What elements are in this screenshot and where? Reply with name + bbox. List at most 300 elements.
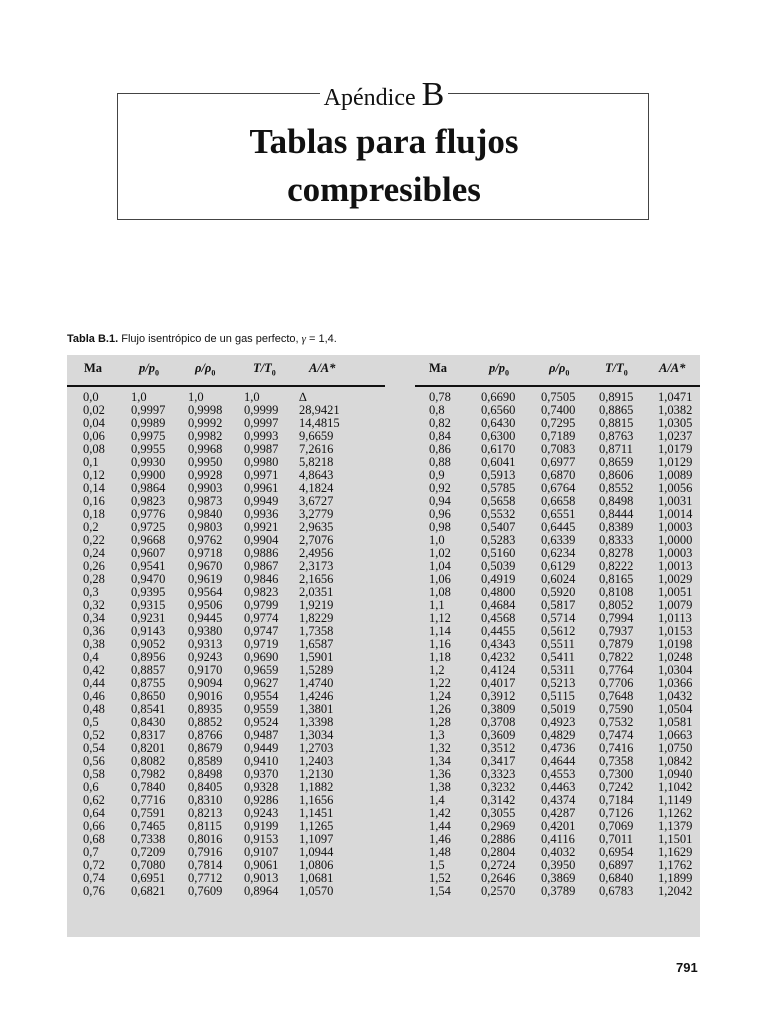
table-cell: 0,9199 xyxy=(244,819,279,833)
table-cell: 0,8 xyxy=(429,403,445,417)
table-cell: 0,7338 xyxy=(131,832,166,846)
table-cell: 0,9987 xyxy=(244,442,279,456)
table-cell: 0,9487 xyxy=(244,728,279,742)
table-cell: 0,3142 xyxy=(481,793,516,807)
table-cell: 0,88 xyxy=(429,455,451,469)
table-cell: 0,9997 xyxy=(131,403,166,417)
table-cell: 1,02 xyxy=(429,546,451,560)
table-cell: 0,9506 xyxy=(188,598,223,612)
table-cell: 0,9380 xyxy=(188,624,223,638)
table-cell: 1,0581 xyxy=(658,715,693,729)
table-cell: 1,5901 xyxy=(299,650,334,664)
table-cell: 0,6170 xyxy=(481,442,516,456)
table-cell: 0,3323 xyxy=(481,767,516,781)
table-cell: 0,4343 xyxy=(481,637,516,651)
table-cell: 0,5658 xyxy=(481,494,516,508)
table-cell: 1,1262 xyxy=(658,806,693,820)
table-cell: 1,52 xyxy=(429,871,451,885)
table-cell: 0,7189 xyxy=(541,429,576,443)
table-cell: 0,6 xyxy=(83,780,99,794)
table-cell: 1,2703 xyxy=(299,741,334,755)
table-cell: 0,48 xyxy=(83,702,105,716)
table-cell: 1,0014 xyxy=(658,507,693,521)
table-cell: 0,1 xyxy=(83,455,99,469)
table-cell: 0,6897 xyxy=(599,858,634,872)
table-cell: 0,8865 xyxy=(599,403,634,417)
table-cell: 1,8229 xyxy=(299,611,334,625)
table-cell: 1,0113 xyxy=(658,611,692,625)
table-cell: 0,4374 xyxy=(541,793,576,807)
table-cell: 0,9286 xyxy=(244,793,279,807)
table-cell: 1,4740 xyxy=(299,676,334,690)
caption-text: Flujo isentrópico de un gas perfecto, xyxy=(121,333,299,345)
table-cell: 0,36 xyxy=(83,624,105,638)
table-cell: 0,16 xyxy=(83,494,105,508)
table-cell: 0,7712 xyxy=(188,871,223,885)
table-cell: 0,4553 xyxy=(541,767,576,781)
table-cell: 0,7358 xyxy=(599,754,634,768)
table-cell: 0,9231 xyxy=(131,611,166,625)
table-cell: 1,0000 xyxy=(658,533,693,547)
table-cell: 0,9992 xyxy=(188,416,223,430)
table-cell: 0,9950 xyxy=(188,455,223,469)
table-cell: 0,04 xyxy=(83,416,105,430)
table-cell: 0,86 xyxy=(429,442,451,456)
table-cell: 2,3173 xyxy=(299,559,334,573)
table-cell: 1,5289 xyxy=(299,663,334,677)
table-cell: 0,8679 xyxy=(188,741,223,755)
table-cell: 0,9449 xyxy=(244,741,279,755)
table-cell: 0,8430 xyxy=(131,715,166,729)
table-cell: 1,2042 xyxy=(658,884,693,898)
table-cell: 1,3 xyxy=(429,728,445,742)
header-rule-right xyxy=(415,385,700,387)
table-cell: 0,7069 xyxy=(599,819,634,833)
table-cell: 0,6041 xyxy=(481,455,516,469)
table-cell: 0,9143 xyxy=(131,624,166,638)
table-cell: 0,8052 xyxy=(599,598,634,612)
table-cell: 0,06 xyxy=(83,429,105,443)
table-cell: 0,9949 xyxy=(244,494,279,508)
table-cell: 0,9313 xyxy=(188,637,223,651)
table-cell: 0,9153 xyxy=(244,832,279,846)
table-cell: 0,4684 xyxy=(481,598,516,612)
table-cell: 0,8815 xyxy=(599,416,634,430)
table-cell: 0,6129 xyxy=(541,559,576,573)
table-cell: ∆ xyxy=(299,390,307,404)
table-cell: 1,0504 xyxy=(658,702,693,716)
table-cell: 7,2616 xyxy=(299,442,334,456)
table-cell: 0,6300 xyxy=(481,429,516,443)
table-cell: 0,8852 xyxy=(188,715,223,729)
table-cell: 0,7814 xyxy=(188,858,223,872)
table-cell: 0,26 xyxy=(83,559,105,573)
column-rho-left xyxy=(188,391,222,898)
table-cell: 1,0304 xyxy=(658,663,693,677)
table-cell: 0,66 xyxy=(83,819,105,833)
table-cell: 1,0179 xyxy=(658,442,693,456)
table-cell: 0,32 xyxy=(83,598,105,612)
table-cell: 0,4201 xyxy=(541,819,576,833)
table-cell: 0,9961 xyxy=(244,481,279,495)
table-cell: 0,38 xyxy=(83,637,105,651)
column-ma-left xyxy=(83,391,105,898)
table-cell: 0,64 xyxy=(83,806,105,820)
column-t-left xyxy=(244,391,278,898)
table-cell: 0,7184 xyxy=(599,793,634,807)
table-caption xyxy=(67,333,337,345)
table-cell: 0,8498 xyxy=(188,767,223,781)
page-title xyxy=(0,118,768,214)
table-cell: 0,72 xyxy=(83,858,105,872)
table-cell: 0,44 xyxy=(83,676,105,690)
table-cell: 0,6870 xyxy=(541,468,576,482)
table-cell: 0,4463 xyxy=(541,780,576,794)
table-cell: 1,0806 xyxy=(299,858,334,872)
table-cell: 0,5920 xyxy=(541,585,576,599)
table-cell: 1,4246 xyxy=(299,689,334,703)
table-cell: 1,44 xyxy=(429,819,451,833)
table-cell: 0,5311 xyxy=(541,663,575,677)
column-rho-right xyxy=(541,391,575,898)
table-cell: 0,12 xyxy=(83,468,105,482)
table-cell: 0,5115 xyxy=(541,689,575,703)
table-cell: 0,9928 xyxy=(188,468,223,482)
table-cell: 0,7209 xyxy=(131,845,166,859)
table-cell: 0,9774 xyxy=(244,611,279,625)
table-cell: 0,8165 xyxy=(599,572,634,586)
table-cell: 4,1824 xyxy=(299,481,334,495)
table-cell: 1,0432 xyxy=(658,689,693,703)
table-cell: 0,2724 xyxy=(481,858,516,872)
table-cell: 0,7716 xyxy=(131,793,166,807)
table-cell: 0,9998 xyxy=(188,403,223,417)
table-cell: 0,6821 xyxy=(131,884,166,898)
table-cell: 0,7011 xyxy=(599,832,633,846)
table-cell: 0,46 xyxy=(83,689,105,703)
table-cell: 0,82 xyxy=(429,416,451,430)
table-cell: 1,0 xyxy=(244,390,260,404)
table-cell: 0,7474 xyxy=(599,728,634,742)
table-cell: 0,9747 xyxy=(244,624,279,638)
table-cell: 0,9886 xyxy=(244,546,279,560)
table-cell: 0,5612 xyxy=(541,624,576,638)
table-cell: 0,9370 xyxy=(244,767,279,781)
column-p-right xyxy=(481,391,515,898)
table-cell: 0,4232 xyxy=(481,650,516,664)
table-cell: 0,9867 xyxy=(244,559,279,573)
table-cell: 0,8498 xyxy=(599,494,634,508)
table-cell: 0,9846 xyxy=(244,572,279,586)
table-cell: 0,5019 xyxy=(541,702,576,716)
table-cell: 0,9328 xyxy=(244,780,279,794)
table-cell: 1,0471 xyxy=(658,390,693,404)
table-cell: 0,7937 xyxy=(599,624,634,638)
table-cell: 0,4829 xyxy=(541,728,576,742)
table-cell: 1,1042 xyxy=(658,780,693,794)
table-cell: 0,9873 xyxy=(188,494,223,508)
table-cell: 1,08 xyxy=(429,585,451,599)
table-cell: 0,8310 xyxy=(188,793,223,807)
table-cell: 1,0237 xyxy=(658,429,693,443)
table-cell: 0,8552 xyxy=(599,481,634,495)
table-cell: 1,26 xyxy=(429,702,451,716)
table-cell: 0,9993 xyxy=(244,429,279,443)
table-cell: 1,0029 xyxy=(658,572,693,586)
column-ma-right xyxy=(429,391,451,898)
table-cell: 0,9900 xyxy=(131,468,166,482)
table-cell: 0,76 xyxy=(83,884,105,898)
table-cell: 1,1656 xyxy=(299,793,334,807)
table-cell: 1,0305 xyxy=(658,416,693,430)
table-cell: 0,8405 xyxy=(188,780,223,794)
table-cell: 1,0570 xyxy=(299,884,334,898)
table-cell: 9,6659 xyxy=(299,429,334,443)
header-p-right: $p/p_0$ xyxy=(489,361,509,378)
table-cell: 0,9470 xyxy=(131,572,166,586)
table-cell: 0,9799 xyxy=(244,598,279,612)
table-cell: 0,7465 xyxy=(131,819,166,833)
table-cell: 1,36 xyxy=(429,767,451,781)
table-cell: 0,9559 xyxy=(244,702,279,716)
table-cell: 2,0351 xyxy=(299,585,334,599)
table-cell: 0,8857 xyxy=(131,663,166,677)
table-cell: 1,0089 xyxy=(658,468,693,482)
table-cell: 0,8711 xyxy=(599,442,633,456)
table-cell: 1,2403 xyxy=(299,754,334,768)
table-cell: 0,9840 xyxy=(188,507,223,521)
table-cell: 0,7840 xyxy=(131,780,166,794)
table-cell: 0,9719 xyxy=(244,637,279,651)
table-cell: 2,9635 xyxy=(299,520,334,534)
table-cell: 5,8218 xyxy=(299,455,334,469)
table-cell: 0,0 xyxy=(83,390,99,404)
table-cell: 0,3950 xyxy=(541,858,576,872)
table-cell: 2,7076 xyxy=(299,533,334,547)
table-cell: 1,12 xyxy=(429,611,451,625)
table-cell: 0,9243 xyxy=(188,650,223,664)
table-cell: 0,9762 xyxy=(188,533,223,547)
caption-gamma-symbol: γ xyxy=(301,333,306,345)
table-cell: 1,0056 xyxy=(658,481,693,495)
header-ma-left: Ma xyxy=(84,361,103,375)
table-cell: 1,06 xyxy=(429,572,451,586)
table-cell: 0,3789 xyxy=(541,884,576,898)
column-t-right xyxy=(599,391,633,898)
table-cell: 0,4919 xyxy=(481,572,516,586)
table-cell: 0,3055 xyxy=(481,806,516,820)
table-cell: 0,7591 xyxy=(131,806,166,820)
table-cell: 0,9243 xyxy=(244,806,279,820)
table-cell: 0,8755 xyxy=(131,676,166,690)
table-cell: 0,7916 xyxy=(188,845,223,859)
table-cell: 0,7242 xyxy=(599,780,634,794)
table-cell: 0,8317 xyxy=(131,728,166,742)
table-cell: 0,5160 xyxy=(481,546,516,560)
table-cell: 0,7083 xyxy=(541,442,576,456)
title-line-1: Tablas para flujos xyxy=(249,122,519,161)
table-cell: 1,38 xyxy=(429,780,451,794)
table-cell: 0,8389 xyxy=(599,520,634,534)
table-cell: 1,0 xyxy=(131,390,147,404)
appendix-heading xyxy=(0,76,768,114)
table-cell: 0,8956 xyxy=(131,650,166,664)
table-cell: 0,7532 xyxy=(599,715,634,729)
table-cell: 0,9395 xyxy=(131,585,166,599)
caption-label: Tabla B.1. xyxy=(67,333,119,345)
table-cell: 0,6658 xyxy=(541,494,576,508)
header-t-right: $T/T_0$ xyxy=(605,361,628,378)
table-cell: 0,7 xyxy=(83,845,99,859)
table-cell: 0,9980 xyxy=(244,455,279,469)
table-cell: 1,0 xyxy=(188,390,204,404)
table-cell: 0,8444 xyxy=(599,507,634,521)
table-cell: 1,14 xyxy=(429,624,451,638)
table-cell: 0,9564 xyxy=(188,585,223,599)
table-cell: 0,98 xyxy=(429,520,451,534)
table-cell: 0,8650 xyxy=(131,689,166,703)
table-cell: 0,4455 xyxy=(481,624,516,638)
table-cell: 1,1149 xyxy=(658,793,692,807)
table-cell: 0,7648 xyxy=(599,689,634,703)
table-cell: 0,5 xyxy=(83,715,99,729)
table-cell: 0,4017 xyxy=(481,676,516,690)
table-cell: 0,9554 xyxy=(244,689,279,703)
table-cell: 0,4 xyxy=(83,650,99,664)
table-cell: 0,9823 xyxy=(131,494,166,508)
table-cell: 1,0842 xyxy=(658,754,693,768)
header-rho-right: $\rho/\rho_0$ xyxy=(549,361,570,378)
table-cell: 0,2804 xyxy=(481,845,516,859)
table-cell: 0,9670 xyxy=(188,559,223,573)
table-cell: 0,74 xyxy=(83,871,105,885)
table-cell: 0,4032 xyxy=(541,845,576,859)
table-cell: 1,48 xyxy=(429,845,451,859)
table-cell: 0,8964 xyxy=(244,884,279,898)
table-cell: 0,9107 xyxy=(244,845,279,859)
table-cell: 0,6690 xyxy=(481,390,516,404)
table-cell: 0,68 xyxy=(83,832,105,846)
table-cell: 0,7994 xyxy=(599,611,634,625)
table-cell: 1,0750 xyxy=(658,741,693,755)
table-cell: 0,4644 xyxy=(541,754,576,768)
caption-gamma-value: = 1,4. xyxy=(309,333,337,345)
table-cell: 0,8766 xyxy=(188,728,223,742)
table-cell: 0,9016 xyxy=(188,689,223,703)
table-cell: 0,6234 xyxy=(541,546,576,560)
table-cell: 1,24 xyxy=(429,689,451,703)
table-cell: 0,6951 xyxy=(131,871,166,885)
table-cell: 0,7400 xyxy=(541,403,576,417)
table-cell: 0,2886 xyxy=(481,832,516,846)
table-cell: 0,3912 xyxy=(481,689,516,703)
table-cell: 0,6430 xyxy=(481,416,516,430)
table-cell: 1,54 xyxy=(429,884,451,898)
table-cell: 0,9903 xyxy=(188,481,223,495)
table-cell: 1,0681 xyxy=(299,871,334,885)
table-cell: 0,6954 xyxy=(599,845,634,859)
table-cell: 0,9955 xyxy=(131,442,166,456)
table-cell: 0,3609 xyxy=(481,728,516,742)
table-cell: 1,1379 xyxy=(658,819,693,833)
table-cell: 0,4568 xyxy=(481,611,516,625)
table-cell: 0,24 xyxy=(83,546,105,560)
table-cell: 0,5407 xyxy=(481,520,516,534)
table-cell: 0,4116 xyxy=(541,832,575,846)
table-cell: 1,1629 xyxy=(658,845,693,859)
table-cell: 0,3 xyxy=(83,585,99,599)
table-cell: 0,9971 xyxy=(244,468,279,482)
table-cell: 1,0198 xyxy=(658,637,693,651)
table-cell: 1,5 xyxy=(429,858,445,872)
table-cell: 0,7126 xyxy=(599,806,634,820)
appendix-label: Apéndice xyxy=(323,85,416,111)
table-cell: 0,9982 xyxy=(188,429,223,443)
table-cell: 0,7590 xyxy=(599,702,634,716)
table-cell: 2,1656 xyxy=(299,572,334,586)
table-cell: 0,22 xyxy=(83,533,105,547)
table-cell: 0,9725 xyxy=(131,520,166,534)
table-cell: 1,1451 xyxy=(299,806,334,820)
table-cell: 1,1899 xyxy=(658,871,693,885)
table-cell: 0,5817 xyxy=(541,598,576,612)
header-a-left: A/A* xyxy=(309,361,336,375)
table-cell: 1,46 xyxy=(429,832,451,846)
table-cell: 0,3869 xyxy=(541,871,576,885)
table-cell: 0,9170 xyxy=(188,663,223,677)
table-cell: 1,16 xyxy=(429,637,451,651)
table-cell: 0,54 xyxy=(83,741,105,755)
table-cell: 0,96 xyxy=(429,507,451,521)
table-cell: 0,9975 xyxy=(131,429,166,443)
table-cell: 1,0366 xyxy=(658,676,693,690)
table-cell: 0,4923 xyxy=(541,715,576,729)
table-cell: 0,9524 xyxy=(244,715,279,729)
column-a-left xyxy=(299,391,340,898)
table-cell: 0,9061 xyxy=(244,858,279,872)
table-cell: 0,18 xyxy=(83,507,105,521)
table-cell: 0,58 xyxy=(83,767,105,781)
table-cell: 1,2130 xyxy=(299,767,334,781)
header-ma-right: Ma xyxy=(429,361,448,375)
table-cell: 1,1762 xyxy=(658,858,693,872)
table-cell: 0,2 xyxy=(83,520,99,534)
table-cell: 1,1265 xyxy=(299,819,334,833)
table-cell: 0,4736 xyxy=(541,741,576,755)
table-cell: 1,2 xyxy=(429,663,445,677)
table-cell: 0,9541 xyxy=(131,559,166,573)
table-cell: 0,5714 xyxy=(541,611,576,625)
table-cell: 3,2779 xyxy=(299,507,334,521)
table-cell: 0,5532 xyxy=(481,507,516,521)
table-cell: 0,7609 xyxy=(188,884,223,898)
table-cell: 1,18 xyxy=(429,650,451,664)
table-cell: 0,9864 xyxy=(131,481,166,495)
table-cell: 0,5213 xyxy=(541,676,576,690)
table-cell: 1,3801 xyxy=(299,702,334,716)
table-cell: 0,5913 xyxy=(481,468,516,482)
table-cell: 4,8643 xyxy=(299,468,334,482)
table-cell: 0,8935 xyxy=(188,702,223,716)
table-cell: 1,0663 xyxy=(658,728,693,742)
table-cell: 1,1 xyxy=(429,598,445,612)
table-cell: 0,5411 xyxy=(541,650,575,664)
table-cell: 0,8659 xyxy=(599,455,634,469)
table-cell: 0,7879 xyxy=(599,637,634,651)
table-cell: 1,3398 xyxy=(299,715,334,729)
table-cell: 0,3708 xyxy=(481,715,516,729)
column-a-right xyxy=(658,391,692,898)
